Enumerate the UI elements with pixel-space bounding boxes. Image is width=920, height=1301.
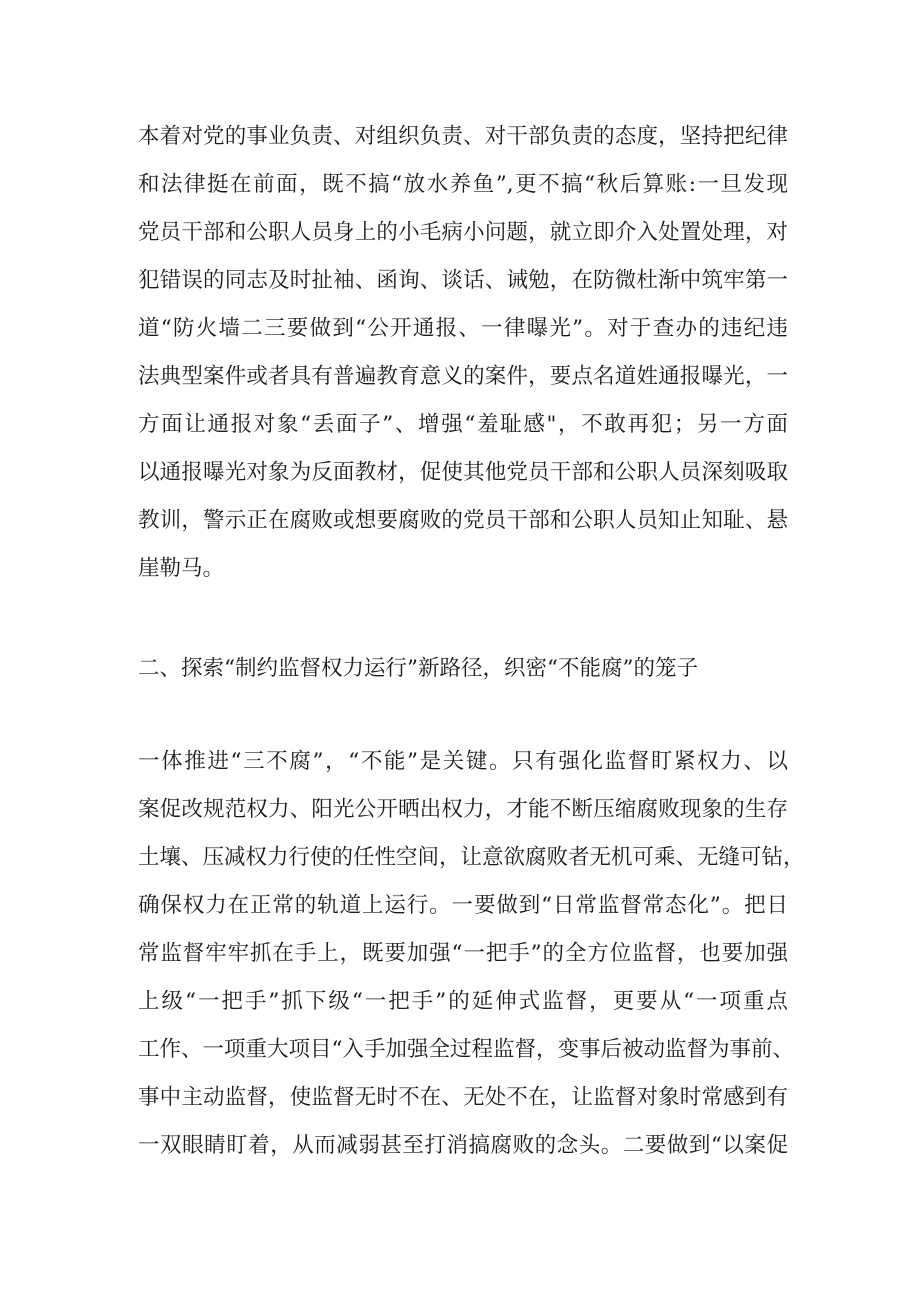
text-line: 一体推进“三不腐”，“不能”是关键。只有强化监督盯紧权力、以 — [138, 749, 788, 774]
text-line: 党员干部和公职人员身上的小毛病小问题，就立即介入处置处理，对 — [138, 220, 788, 245]
text-line: 常监督牢牢抓在手上，既要加强“一把手”的全方位监督，也要加强 — [138, 941, 788, 966]
text-line: 案促改规范权力、阳光公开晒出权力，才能不断压缩腐败现象的生存 — [138, 797, 788, 822]
text-line: 工作、一项重大项目“入手加强全过程监督，变事后被动监督为事前、 — [138, 1037, 794, 1062]
text-line: 土壤、压减权力行使的任性空间，让意欲腐败者无机可乘、无缝可钻， — [138, 845, 805, 870]
text-line: 和法律挺在前面，既不搞“放水养鱼”,更不搞“秋后算账:一旦发现 — [138, 172, 788, 197]
text-line: 一双眼睛盯着，从而减弱甚至打消搞腐败的念头。二要做到“以案促 — [138, 1133, 788, 1158]
text-line: 本着对党的事业负责、对组织负责、对干部负责的态度，坚持把纪律 — [138, 124, 788, 149]
section-heading-text: 二、探索“制约监督权力运行”新路径，织密“不能腐”的笼子 — [138, 656, 698, 681]
text-line: 教训，警示正在腐败或想要腐败的党员干部和公职人员知止知耻、悬 — [138, 508, 788, 533]
text-line: 方面让通报对象“丢面子”、增强“羞耻感"，不敢再犯；另一方面 — [138, 412, 788, 437]
text-line: 以通报曝光对象为反面教材，促使其他党员干部和公职人员深刻吸取 — [138, 460, 788, 485]
body-paragraph — [138, 738, 805, 1170]
text-line: 事中主动监督，使监督无时不在、无处不在，让监督对象时常感到有 — [138, 1085, 788, 1110]
text-line: 上级“一把手”抓下级“一把手”的延伸式监督，更要从“一项重点 — [138, 989, 788, 1014]
section-heading — [138, 645, 788, 693]
text-line: 道“防火墙二三要做到“公开通报、一律曝光”。对于查办的违纪违 — [138, 316, 788, 341]
text-line: 犯错误的同志及时扯袖、函询、谈话、诫勉，在防微杜渐中筑牢第一 — [138, 268, 788, 293]
text-line: 崖勒马。 — [138, 556, 225, 581]
text-line: 法典型案件或者具有普遍教育意义的案件，要点名道姓通报曝光，一 — [138, 364, 788, 389]
body-paragraph — [138, 113, 788, 593]
text-line: 确保权力在正常的轨道上运行。一要做到“日常监督常态化”。把日 — [138, 893, 788, 918]
